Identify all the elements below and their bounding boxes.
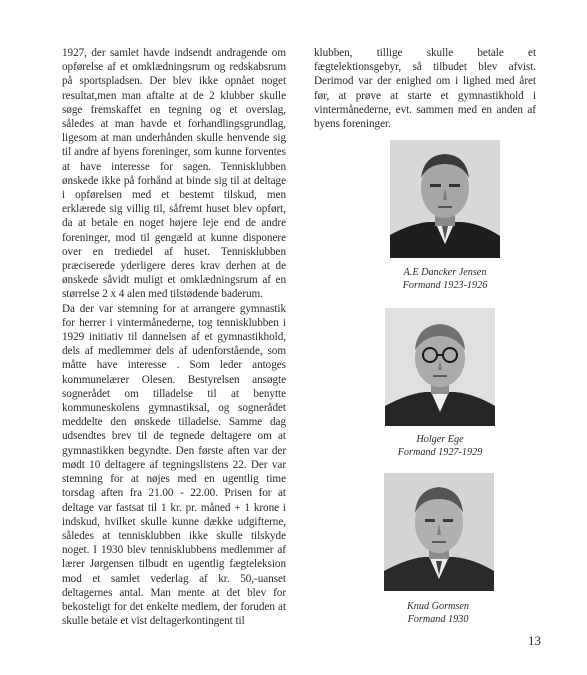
portrait-caption — [365, 266, 525, 292]
portrait-role: Formand 1923-1926 — [402, 280, 488, 291]
right-text-column — [314, 46, 536, 131]
portrait-photo — [384, 473, 494, 591]
portrait-name: A.E Dancker Jensen — [403, 267, 487, 278]
page-number: 13 — [528, 633, 541, 648]
portrait-photo — [390, 140, 500, 258]
paragraph: 1927, der samlet havde indsendt andragende om opførelse af et omklædningsrum og redskabsrum på sportspladsen. Der blev ikke opnået noget resultat,men man aftalte at de 2 klubber skulle søge fremskaffet en tegning og et overslag, således at man havde et forhandlingsgrundlag, ligesom at man underhånden skulle henvende sig til andre af byens foreninger, som kunne forventes at have interesse for sagen. Tennisklubben ønskede ikke på forhånd at binde sig til at deltage i opførelsen med et bestemt tilskud, men erklærede sig villig til, såfremt huset blev opført, da at betale en noget højere leje end de andre foreninger, mod til gengæld at kunne disponere over en trediedel af huset. Tennisklubben præciserede yderligere deres krav derhen at de ønskede såvidt muligt et omklædningsrum af en størrelse 2 x 4 alen med tilstødende baderum. — [62, 47, 286, 301]
portrait-caption — [358, 600, 518, 626]
paragraph: klubben, tillige skulle betale et fægtelektionsgebyr, så tilbudet blev afvist. Derimod var der enighed om i lighed med året før, at prøve at starte et gymnastikhold i vintermånederne, evt. sammen med en anden af byens foreninger. — [314, 47, 536, 131]
portrait-role: Formand 1930 — [407, 614, 469, 625]
portrait-name: Holger Ege — [416, 434, 464, 445]
paragraph: Da der var stemning for at arrangere gymnastik for herrer i vintermånederne, tog tennisklubben i 1929 initiativ til dannelsen af et gymnastikhold, dels af medlemmer dels af udenforstående, som måtte have interesse . Som leder antoges kommunelærer Olesen. Bestyrelsen ansøgte sognerådet om tilladelse til at benytte kommuneskolens gymnastiksal, og sognerådet meddelte den ønskede tilladelse. Samme dag udsendtes brev til de tegnede deltagere om at gymnastikken begyndte. Den første aften var der mødt 10 deltagere af tegningslistens 22. Der var stemning for at nøjes med en ugentlig time torsdag aften fra 21.00 - 22.00. Prisen for at deltage var fastsat til 1 kr. pr. måned + 1 krone i indskud, hvilket skulle kunne dække udgifterne, således at tennisklubben ikke skulle tilskyde noget. I 1930 blev tennisklubbens medlemmer af lærer Jørgensen tilbudt en ugentlig fægteleksion mod et samlet vederlag af kr. 50,-uanset deltagernes antal. Man mente at det blev for bekosteligt for det enkelte medlem, der foruden at skulle betale et vist deltagerkontingent til — [62, 302, 286, 628]
left-text-column — [62, 46, 286, 628]
portrait-name: Knud Gormsen — [407, 601, 469, 612]
portrait-role: Formand 1927-1929 — [397, 447, 483, 458]
portrait-photo — [385, 308, 495, 426]
portrait-caption — [360, 433, 520, 459]
